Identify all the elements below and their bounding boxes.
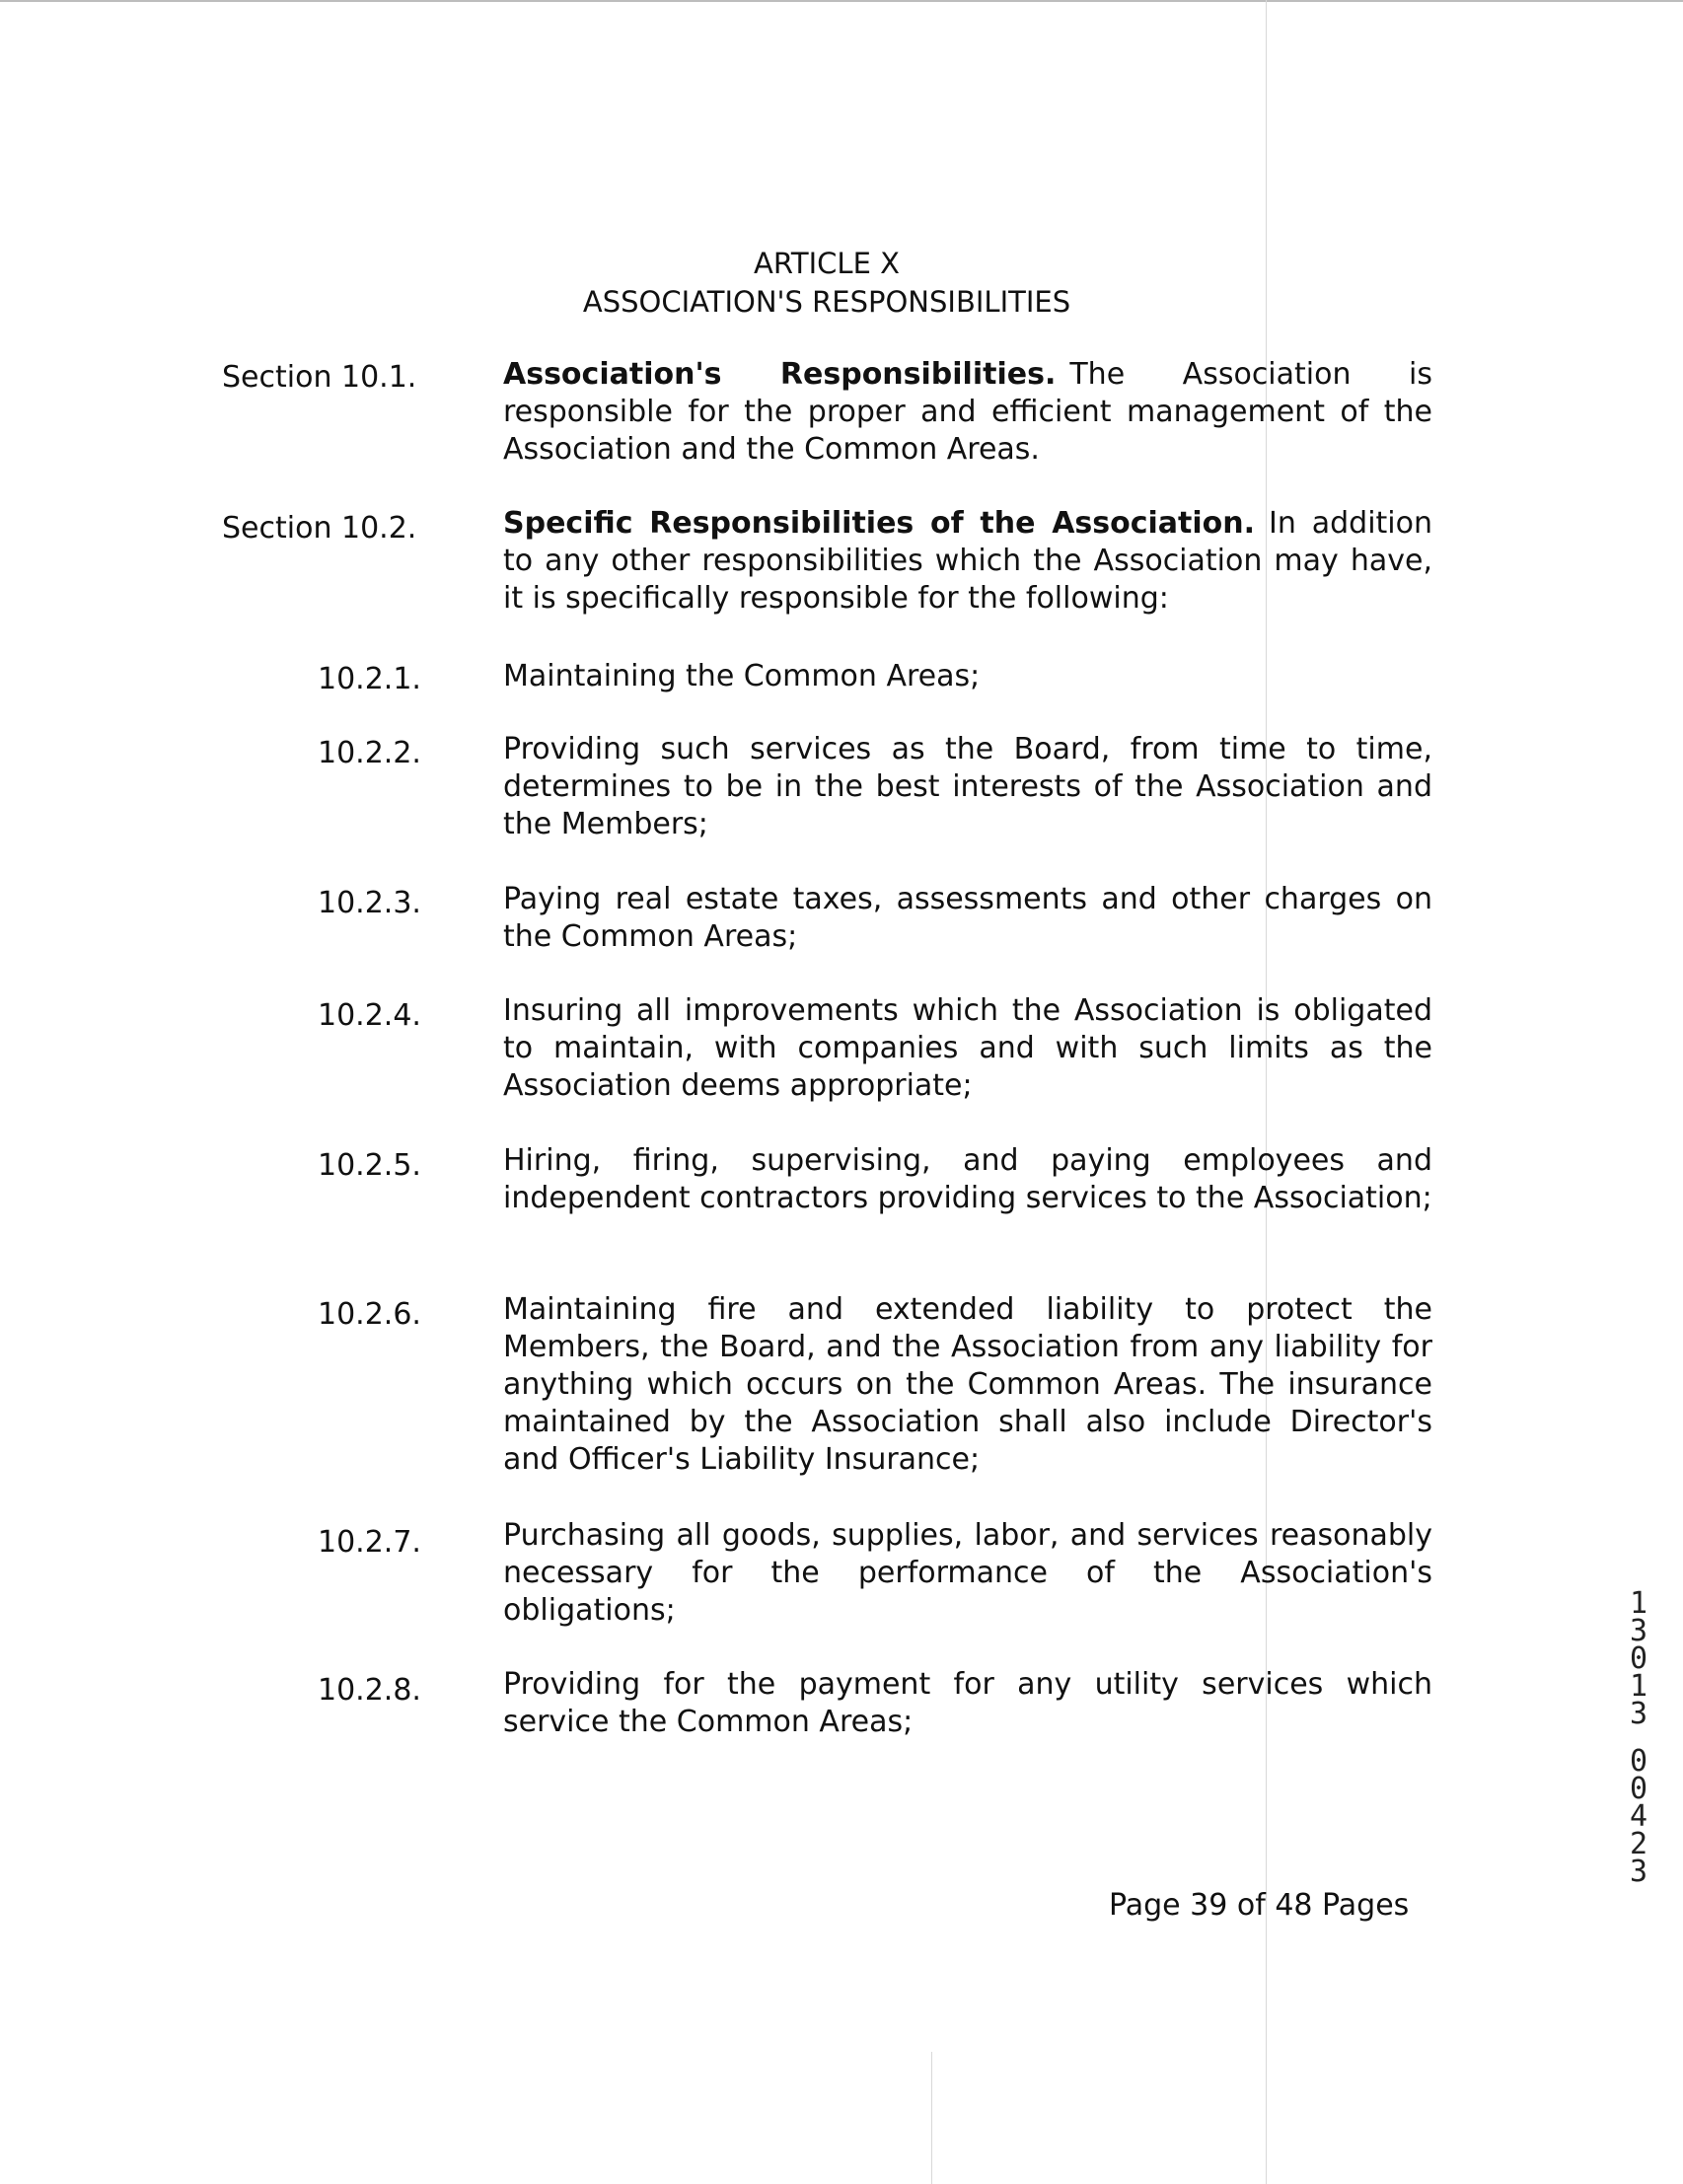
item-label: 10.2.8.	[318, 1673, 421, 1708]
section-label: Section 10.1.	[222, 360, 417, 395]
section-text: In addition to any other responsibilities which the Association may have, it is specifically responsible for the following:	[503, 506, 1433, 616]
scan-artifact-line	[931, 2052, 932, 2184]
item-label: 10.2.2.	[318, 736, 421, 770]
section-heading: Specific Responsibilities of the Association.	[503, 506, 1256, 541]
page-number: Page 39 of 48 Pages	[1109, 1888, 1410, 1923]
item-text: Providing such services as the Board, from time to time, determines to be in the best interests of the Association and the Members;	[503, 732, 1432, 841]
section-text: The Association is responsible for the proper and efficient management of the Association and the Common Areas.	[503, 357, 1432, 467]
section-paragraph	[503, 505, 1432, 618]
item-text: Maintaining fire and extended liability to protect the Members, the Board, and the Association from any liability for anything which occurs on the Common Areas. The insurance maintained by the Association shall also include Director's and Officer's Liability Insurance;	[503, 1292, 1432, 1477]
item-text: Paying real estate taxes, assessments and other charges on the Common Areas;	[503, 882, 1432, 954]
item-text: Insuring all improvements which the Association is obligated to maintain, with companies and with such limits as the Association deems appropriate;	[503, 993, 1432, 1103]
item-label: 10.2.1.	[318, 662, 421, 696]
item-label: 10.2.3.	[318, 886, 421, 920]
scan-edge	[0, 0, 1683, 2]
article-title: ARTICLE X	[754, 247, 900, 280]
item-label: 10.2.7.	[318, 1525, 421, 1560]
section-label: Section 10.2.	[222, 511, 417, 546]
item-label: 10.2.6.	[318, 1297, 421, 1332]
section-heading: Association's Responsibilities.	[503, 357, 1057, 392]
item-label: 10.2.4.	[318, 998, 421, 1033]
item-text: Maintaining the Common Areas;	[503, 659, 981, 693]
section-paragraph	[503, 356, 1432, 469]
item-text: Hiring, firing, supervising, and paying employees and independent contractors providing services to the Association;	[503, 1143, 1432, 1215]
item-text: Purchasing all goods, supplies, labor, and services reasonably necessary for the performance of the Association's obligations;	[503, 1518, 1432, 1628]
item-text: Providing for the payment for any utility services which service the Common Areas;	[503, 1667, 1432, 1739]
item-label: 10.2.5.	[318, 1148, 421, 1183]
article-subtitle: ASSOCIATION'S RESPONSIBILITIES	[582, 285, 1071, 319]
recording-stamp: 1 3 0 1 3 0 0 4 2 3	[1629, 1586, 1648, 1889]
